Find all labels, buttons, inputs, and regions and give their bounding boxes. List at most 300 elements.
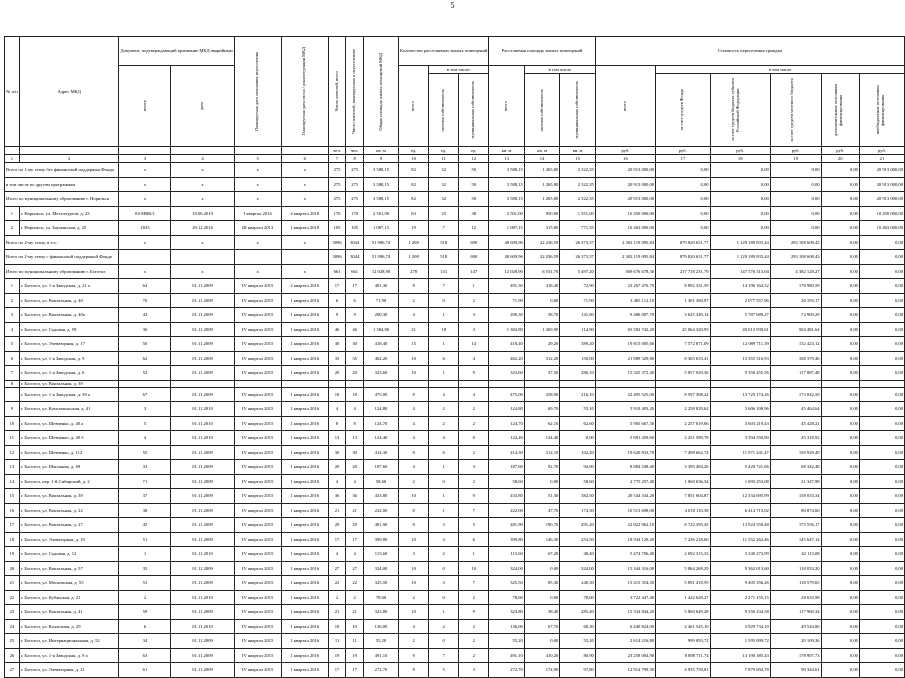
planned-end-cell: IV квартал 2015 bbox=[234, 322, 281, 337]
value-cell: 12 bbox=[459, 221, 489, 236]
value-cell: 0,00 bbox=[821, 366, 859, 381]
value-cell: 7 236 218,60 bbox=[656, 532, 710, 547]
value-cell: 3 bbox=[459, 663, 489, 678]
value-cell: 9 bbox=[459, 489, 489, 504]
value-cell: 0,00 bbox=[821, 293, 859, 308]
value-cell: 4 bbox=[429, 532, 459, 547]
value-cell: 3 588,15 bbox=[363, 192, 398, 207]
value-cell: 71,90 bbox=[489, 293, 524, 308]
value-cell: 3 bbox=[459, 308, 489, 323]
value-cell: 12 534 695,99 bbox=[710, 489, 770, 504]
address-cell: г. Боготол, ул. Вокзальная, д. 40а bbox=[19, 308, 119, 323]
value-cell: 0,00 bbox=[821, 648, 859, 663]
unit-cell: кв. м bbox=[489, 147, 524, 155]
units-row bbox=[5, 147, 905, 155]
column-number-cell: 6 bbox=[281, 155, 328, 163]
value-cell: 0,00 bbox=[821, 308, 859, 323]
planned-demolition-cell: 4 квартал 2018 bbox=[281, 206, 328, 221]
table-row bbox=[5, 489, 905, 504]
doc-number-cell bbox=[119, 380, 171, 387]
value-cell: 0,00 bbox=[859, 250, 904, 265]
row-number: 16 bbox=[5, 503, 20, 518]
doc-date-cell: 01.11.2009 bbox=[171, 308, 234, 323]
summary-label: Итого по муниципальному образованию г. Норильск bbox=[5, 192, 119, 207]
value-cell: 323,80 bbox=[363, 605, 398, 620]
doc-date-cell: 01.11.2009 bbox=[171, 387, 234, 402]
row-number: 20 bbox=[5, 561, 20, 576]
value-cell bbox=[656, 380, 710, 387]
planned-demolition-cell: 1 квартал 2016 bbox=[281, 337, 328, 352]
column-number-cell: 1 bbox=[5, 155, 20, 163]
value-cell: 55,20 bbox=[363, 634, 398, 649]
value-cell: 72,90 bbox=[560, 279, 595, 294]
header-count-including: в том числе: bbox=[429, 66, 489, 74]
row-number: 24 bbox=[5, 619, 20, 634]
row-number: 22 bbox=[5, 590, 20, 605]
value-cell: 3 bbox=[459, 460, 489, 475]
summary-row bbox=[5, 250, 905, 265]
value-cell: 399,80 bbox=[363, 532, 398, 547]
table-row bbox=[5, 366, 905, 381]
value-cell: 0 bbox=[429, 293, 459, 308]
table-row bbox=[5, 590, 905, 605]
value-cell: 6 440 824,00 bbox=[595, 619, 655, 634]
doc-number-cell: 52 bbox=[119, 366, 171, 381]
value-cell: 2 322,35 bbox=[560, 192, 595, 207]
doc-date-cell: 01.11.2009 bbox=[171, 351, 234, 366]
value-cell: 0,00 bbox=[821, 561, 859, 576]
summary-label: Итого по муниципальному образованию г. Боготол bbox=[5, 264, 119, 279]
value-cell: 152 423,12 bbox=[770, 337, 821, 352]
value-cell: 62,10 bbox=[524, 416, 559, 431]
value-cell: 118 579,65 bbox=[770, 576, 821, 591]
column-number-cell: 3 bbox=[119, 155, 171, 163]
address-cell: г. Боготол, ул. 1-я Заводская, д. 9 а bbox=[19, 648, 119, 663]
value-cell: 1 301 360,97 bbox=[656, 293, 710, 308]
doc-date-cell: 01.11.2009 bbox=[171, 460, 234, 475]
value-cell: 150,00 bbox=[560, 351, 595, 366]
doc-number-cell: 51 bbox=[119, 532, 171, 547]
doc-date-cell: 01.11.2010 bbox=[171, 402, 234, 417]
doc-number-cell: 2 bbox=[119, 590, 171, 605]
planned-demolition-cell: 1 квартал 2016 bbox=[281, 547, 328, 562]
row-number: 14 bbox=[5, 474, 20, 489]
value-cell: 14 190 385,43 bbox=[710, 648, 770, 663]
summary-row bbox=[5, 192, 905, 207]
value-cell: 20 544 334,20 bbox=[595, 489, 655, 504]
address-cell: г. Боготол, ул. Комсомольская, д. 41 bbox=[19, 402, 119, 417]
mark-cell bbox=[234, 250, 281, 265]
value-cell: 7 bbox=[429, 221, 459, 236]
value-cell: 272,70 bbox=[363, 663, 398, 678]
planned-end-cell: IV квартал 2015 bbox=[234, 293, 281, 308]
value-cell: 17 bbox=[328, 532, 346, 547]
doc-number-cell: 04-МВК/1 bbox=[119, 206, 171, 221]
value-cell: 491,30 bbox=[363, 279, 398, 294]
address-cell: г. Боготол, ул. Московская, д. 55 bbox=[19, 576, 119, 591]
value-cell: 69,70 bbox=[524, 402, 559, 417]
value-cell: 49 544,80 bbox=[770, 619, 821, 634]
planned-end-cell: IV квартал 2015 bbox=[234, 387, 281, 402]
value-cell: 0,00 bbox=[859, 235, 904, 250]
mark-cell: x bbox=[234, 192, 281, 207]
value-cell: 13 924 550,48 bbox=[710, 518, 770, 533]
header-residents-planned: Число жителей, планируемых к переселению bbox=[346, 37, 364, 147]
unit-cell: руб. bbox=[859, 147, 904, 155]
planned-demolition-cell bbox=[281, 380, 328, 387]
mark-cell: x bbox=[234, 177, 281, 192]
value-cell: 20 913 000,00 bbox=[595, 177, 655, 192]
value-cell: 8 bbox=[399, 503, 429, 518]
mark-cell: x bbox=[119, 177, 171, 192]
value-cell: 6 531,70 bbox=[524, 264, 559, 279]
value-cell: 2 322,35 bbox=[560, 177, 595, 192]
value-cell: 13 bbox=[346, 431, 364, 446]
row-number: 9 bbox=[5, 402, 20, 417]
table-row bbox=[5, 337, 905, 352]
value-cell: 0,00 bbox=[656, 221, 710, 236]
value-cell: 37,50 bbox=[524, 366, 559, 381]
doc-date-cell: 01.11.2009 bbox=[171, 518, 234, 533]
value-cell: 32 bbox=[429, 192, 459, 207]
row-number: 5 bbox=[5, 337, 20, 352]
planned-demolition-cell: 1 квартал 2016 bbox=[281, 445, 328, 460]
unit-cell: руб. bbox=[595, 147, 655, 155]
value-cell: 1 265,80 bbox=[524, 192, 559, 207]
address-cell: г. Боготол, ул. Вокзальная, д. 57 bbox=[19, 561, 119, 576]
value-cell: 147 bbox=[459, 264, 489, 279]
doc-date-cell: 01.11.2010 bbox=[171, 547, 234, 562]
value-cell: 30 bbox=[346, 445, 364, 460]
value-cell: 0,00 bbox=[821, 250, 859, 265]
doc-number-cell: 38 bbox=[119, 503, 171, 518]
row-number: 26 bbox=[5, 648, 20, 663]
value-cell: 2 bbox=[399, 590, 429, 605]
value-cell: 82 bbox=[399, 192, 429, 207]
value-cell: 2 bbox=[429, 619, 459, 634]
mark-cell: x bbox=[119, 192, 171, 207]
table-row bbox=[5, 351, 905, 366]
value-cell: 58,70 bbox=[524, 308, 559, 323]
value-cell: 14 bbox=[459, 337, 489, 352]
value-cell: 0,00 bbox=[859, 561, 904, 576]
unit-cell: кв. м bbox=[363, 147, 398, 155]
value-cell: 0,00 bbox=[710, 221, 770, 236]
row-number: 11 bbox=[5, 431, 20, 446]
value-cell: 2 bbox=[459, 648, 489, 663]
value-cell: 0,00 bbox=[770, 177, 821, 192]
value-cell: 21 347,98 bbox=[770, 474, 821, 489]
value-cell: 0,00 bbox=[821, 489, 859, 504]
value-cell: 0,00 bbox=[859, 474, 904, 489]
value-cell: 8 bbox=[399, 445, 429, 460]
value-cell: 0,00 bbox=[859, 532, 904, 547]
value-cell: 65 582 742,20 bbox=[595, 322, 655, 337]
header-cost-including: в том числе bbox=[656, 66, 905, 74]
doc-date-cell: 01.11.2009 bbox=[171, 532, 234, 547]
value-cell: 324,00 bbox=[489, 561, 524, 576]
value-cell: 3 929 734,10 bbox=[710, 619, 770, 634]
doc-date-cell: 01.11.2009 bbox=[171, 634, 234, 649]
planned-end-cell bbox=[234, 380, 281, 387]
value-cell: 9 486 007,70 bbox=[595, 308, 655, 323]
planned-demolition-cell: 1 квартал 2016 bbox=[281, 518, 328, 533]
value-cell: 63 bbox=[399, 206, 429, 221]
value-cell: 3 bbox=[429, 518, 459, 533]
unit-cell: ед. bbox=[459, 147, 489, 155]
doc-date-cell: 01.11.2010 bbox=[171, 431, 234, 446]
value-cell: 2 092 315,33 bbox=[656, 547, 710, 562]
value-cell: 0,00 bbox=[859, 416, 904, 431]
value-cell: 32 bbox=[429, 177, 459, 192]
value-cell bbox=[524, 380, 559, 387]
value-cell: 0,00 bbox=[859, 402, 904, 417]
column-number-cell: 18 bbox=[710, 155, 770, 163]
value-cell: 36 bbox=[346, 489, 364, 504]
value-cell: 10 bbox=[399, 576, 429, 591]
value-cell: 0,00 bbox=[821, 221, 859, 236]
doc-number-cell: 6 bbox=[119, 619, 171, 634]
value-cell: 222,00 bbox=[489, 503, 524, 518]
value-cell: 382,50 bbox=[560, 489, 595, 504]
value-cell: 462,20 bbox=[489, 351, 524, 366]
value-cell: 5 bbox=[429, 663, 459, 678]
header-cost-group: Стоимость переселения граждан bbox=[595, 37, 904, 66]
doc-date-cell: 01.11.2009 bbox=[171, 366, 234, 381]
value-cell: 1 551,00 bbox=[560, 206, 595, 221]
value-cell: 312,10 bbox=[524, 445, 559, 460]
doc-date-cell: 29.12.2016 bbox=[171, 221, 234, 236]
value-cell: 13 355 316,93 bbox=[710, 351, 770, 366]
value-cell: 7 bbox=[429, 648, 459, 663]
unit-cell: чел. bbox=[328, 147, 346, 155]
value-cell: 80 874,60 bbox=[770, 503, 821, 518]
mark-cell: x bbox=[281, 235, 328, 250]
value-cell: 7 572 871,09 bbox=[656, 337, 710, 352]
planned-demolition-cell: 1 квартал 2016 bbox=[281, 648, 328, 663]
value-cell: 102,20 bbox=[560, 445, 595, 460]
value-cell: 2 077 557,96 bbox=[710, 293, 770, 308]
value-cell: 25 064 320,95 bbox=[656, 322, 710, 337]
value-cell: 0,00 bbox=[821, 192, 859, 207]
table-row bbox=[5, 561, 905, 576]
value-cell: 0,00 bbox=[859, 460, 904, 475]
value-cell: 4 bbox=[429, 387, 459, 402]
value-cell: 8 bbox=[328, 416, 346, 431]
doc-date-cell: 01.11.2009 bbox=[171, 445, 234, 460]
value-cell: 23 258 004,90 bbox=[595, 648, 655, 663]
table-row bbox=[5, 634, 905, 649]
page-number: 5 bbox=[450, 1, 455, 10]
value-cell: 0,00 bbox=[859, 279, 904, 294]
value-cell: 4 bbox=[328, 547, 346, 562]
planned-end-cell: IV квартал 2015 bbox=[234, 366, 281, 381]
planned-demolition-cell: 1 квартал 2016 bbox=[281, 351, 328, 366]
value-cell: 3 722 447,40 bbox=[595, 590, 655, 605]
mark-cell: x bbox=[281, 264, 328, 279]
unit-cell: руб. bbox=[710, 147, 770, 155]
doc-number-cell: 63 bbox=[119, 648, 171, 663]
mark-cell: x bbox=[171, 177, 234, 192]
value-cell: 275 bbox=[346, 177, 364, 192]
column-number-cell: 7 bbox=[328, 155, 346, 163]
value-cell bbox=[363, 380, 398, 387]
value-cell: 462,20 bbox=[363, 351, 398, 366]
column-number-cell: 2 bbox=[19, 155, 119, 163]
value-cell: 1 384,80 bbox=[363, 322, 398, 337]
address-cell: г. Боготол, ул. Шевченко, д. 40 а bbox=[19, 416, 119, 431]
value-cell: 7 bbox=[459, 576, 489, 591]
column-number-cell: 21 bbox=[859, 155, 904, 163]
doc-date-cell: 01.11.2009 bbox=[171, 648, 234, 663]
value-cell: 78,60 bbox=[560, 590, 595, 605]
value-cell: 9 362 013,60 bbox=[710, 561, 770, 576]
value-cell: 8 884 548,40 bbox=[595, 460, 655, 475]
table-row bbox=[5, 380, 905, 387]
value-cell: 0,00 bbox=[821, 402, 859, 417]
value-cell: 1 bbox=[429, 503, 459, 518]
unit-cell: кв. м bbox=[560, 147, 595, 155]
value-cell: 5 474 706,40 bbox=[595, 547, 655, 562]
value-cell: 10 463 000,00 bbox=[859, 221, 904, 236]
value-cell: 222,00 bbox=[363, 503, 398, 518]
value-cell: 8 892 331,59 bbox=[656, 279, 710, 294]
value-cell: 2 bbox=[399, 634, 429, 649]
value-cell: 94,90 bbox=[560, 460, 595, 475]
mark-cell: x bbox=[171, 235, 234, 250]
summary-label: Всего по 2-му этапу с финансовой поддержкой Фонда bbox=[5, 250, 119, 265]
value-cell: 50 bbox=[459, 177, 489, 192]
value-cell: 2 322,35 bbox=[560, 163, 595, 178]
value-cell: 7 bbox=[459, 503, 489, 518]
value-cell: 2 302 119 095,84 bbox=[595, 250, 655, 265]
doc-date-cell: 01.11.2010 bbox=[171, 416, 234, 431]
planned-demolition-cell: 1 квартал 2016 bbox=[281, 561, 328, 576]
value-cell: 50 bbox=[459, 163, 489, 178]
mark-cell: x bbox=[234, 163, 281, 178]
planned-end-cell: IV квартал 2015 bbox=[234, 445, 281, 460]
value-cell: 10 450 000,00 bbox=[595, 206, 655, 221]
value-cell: 0,00 bbox=[710, 163, 770, 178]
value-cell: 27 bbox=[328, 561, 346, 576]
value-cell: 0,00 bbox=[821, 431, 859, 446]
planned-demolition-cell: 1 квартал 2016 bbox=[281, 416, 328, 431]
unit-cell: руб. bbox=[770, 147, 821, 155]
value-cell: 0,00 bbox=[710, 177, 770, 192]
value-cell: 117 960,34 bbox=[770, 605, 821, 620]
value-cell: 0,00 bbox=[821, 576, 859, 591]
value-cell: 21 bbox=[399, 322, 429, 337]
value-cell: 20 913 000,00 bbox=[859, 163, 904, 178]
planned-end-cell: IV квартал 2015 bbox=[234, 416, 281, 431]
value-cell: 25 bbox=[429, 206, 459, 221]
header-address: Адрес МКД bbox=[19, 37, 119, 147]
address-cell: г. Норильск, ул. Бауманская, д. 25 bbox=[19, 221, 119, 236]
value-cell: 491,10 bbox=[363, 648, 398, 663]
value-cell: 1 bbox=[429, 605, 459, 620]
value-cell: 0,00 bbox=[770, 206, 821, 221]
value-cell: 51,30 bbox=[524, 489, 559, 504]
table-row bbox=[5, 293, 905, 308]
value-cell: 14 196 164,52 bbox=[710, 279, 770, 294]
row-number: 17 bbox=[5, 518, 20, 533]
row-number: 1 bbox=[5, 279, 20, 294]
value-cell: 0,00 bbox=[859, 518, 904, 533]
planned-demolition-cell: 1 квартал 2016 bbox=[281, 634, 328, 649]
doc-date-cell: 01.11.2009 bbox=[171, 576, 234, 591]
value-cell: 15 334 844,20 bbox=[595, 605, 655, 620]
doc-date-cell: 01.11.2010 bbox=[171, 619, 234, 634]
value-cell: 12 089 711,39 bbox=[710, 337, 770, 352]
value-cell: 275 bbox=[328, 192, 346, 207]
value-cell bbox=[710, 380, 770, 387]
value-cell: 15 415 354,50 bbox=[595, 576, 655, 591]
value-cell: 40 013 939,61 bbox=[710, 322, 770, 337]
value-cell: 0,00 bbox=[524, 634, 559, 649]
value-cell: 323,60 bbox=[363, 366, 398, 381]
value-cell: 0 bbox=[429, 590, 459, 605]
table-row bbox=[5, 605, 905, 620]
value-cell: 19 bbox=[399, 221, 429, 236]
doc-date-cell: 10.06.2019 bbox=[171, 206, 234, 221]
value-cell: 6 bbox=[328, 293, 346, 308]
value-cell: 1 384,80 bbox=[489, 322, 524, 337]
planned-end-cell: IV квартал 2015 bbox=[234, 337, 281, 352]
table-row bbox=[5, 518, 905, 533]
value-cell: 291,20 bbox=[560, 518, 595, 533]
table-row bbox=[5, 619, 905, 634]
row-number: 6 bbox=[5, 351, 20, 366]
value-cell: 46 bbox=[328, 322, 346, 337]
value-cell: 272,70 bbox=[489, 663, 524, 678]
planned-end-cell: IV квартал 2015 bbox=[234, 547, 281, 562]
table-row bbox=[5, 663, 905, 678]
unit-cell: ед. bbox=[399, 147, 429, 155]
value-cell: 1 265,80 bbox=[524, 177, 559, 192]
value-cell: 23 267 476,70 bbox=[595, 279, 655, 294]
planned-demolition-cell: 1 квартал 2016 bbox=[281, 431, 328, 446]
value-cell: 5 860 649,28 bbox=[656, 605, 710, 620]
row-number: 4 bbox=[5, 322, 20, 337]
value-cell: 0,00 bbox=[821, 387, 859, 402]
planned-end-cell: IV квартал 2015 bbox=[234, 279, 281, 294]
value-cell bbox=[859, 380, 904, 387]
planned-end-cell: IV квартал 2015 bbox=[234, 518, 281, 533]
value-cell: 80,90 bbox=[560, 648, 595, 663]
value-cell: 55,20 bbox=[560, 634, 595, 649]
value-cell: 771,35 bbox=[560, 221, 595, 236]
planned-demolition-cell: 1 квартал 2016 bbox=[281, 663, 328, 678]
summary-row bbox=[5, 177, 905, 192]
header-planned-demolition: Планируемая дата сноса / реконструкции МКД bbox=[281, 37, 328, 147]
value-cell: 10 bbox=[399, 351, 429, 366]
value-cell: 4 bbox=[399, 308, 429, 323]
header-num: № п/п bbox=[5, 37, 20, 147]
doc-number-cell: 36 bbox=[119, 322, 171, 337]
value-cell: 0,00 bbox=[821, 337, 859, 352]
value-cell: 82 bbox=[399, 163, 429, 178]
doc-number-cell: 50 bbox=[119, 337, 171, 352]
value-cell: 55,10 bbox=[560, 402, 595, 417]
value-cell: 118 033,20 bbox=[770, 561, 821, 576]
value-cell: 18 bbox=[328, 387, 346, 402]
column-number-cell: 20 bbox=[821, 155, 859, 163]
value-cell: 22 bbox=[328, 576, 346, 591]
value-cell: 879 820 651,77 bbox=[656, 235, 710, 250]
mark-cell: x bbox=[119, 163, 171, 178]
value-cell: 0,00 bbox=[710, 206, 770, 221]
row-number: 15 bbox=[5, 489, 20, 504]
